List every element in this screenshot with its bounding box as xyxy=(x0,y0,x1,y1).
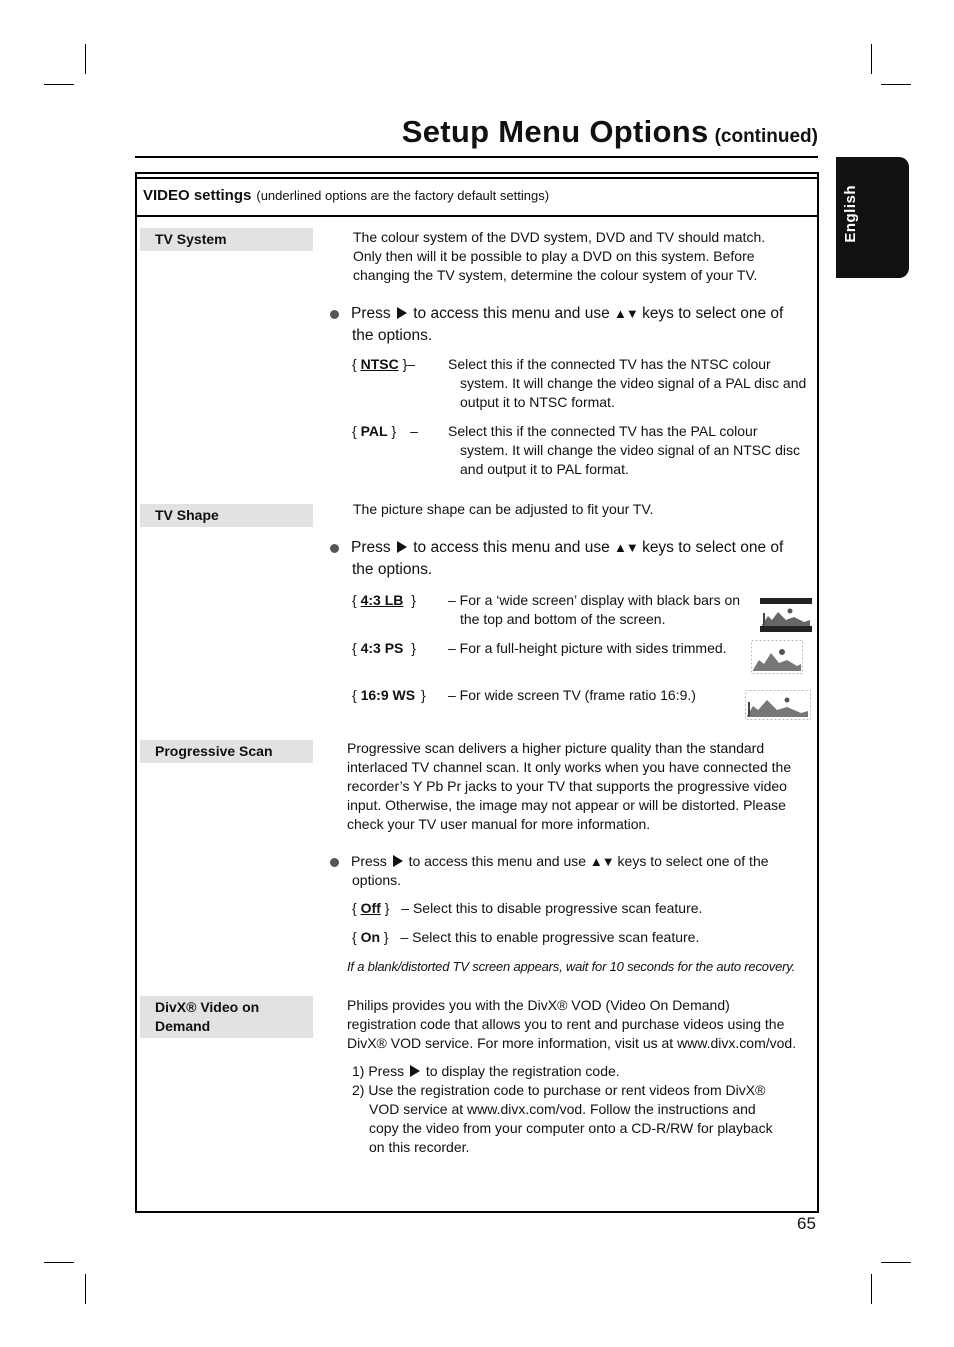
option-43lb xyxy=(352,591,416,610)
bullet-icon xyxy=(330,310,339,319)
bracket: } xyxy=(411,592,416,608)
crop-mark xyxy=(85,1274,86,1304)
instruction-text: to access this menu and use xyxy=(413,305,610,322)
bracket: } xyxy=(384,900,390,916)
instruction-text: to access this menu and use xyxy=(413,539,610,556)
dash: – xyxy=(410,423,418,439)
desc-line: and output it to PAL format. xyxy=(460,461,629,477)
up-down-arrows-icon: ▲▼ xyxy=(614,306,638,321)
section-header-label xyxy=(143,187,549,204)
desc-line: interlaced TV channel scan. It only works when you have connected the xyxy=(347,759,792,775)
option-key: 16:9 WS xyxy=(360,687,416,703)
page-title-main: Setup Menu Options xyxy=(401,114,709,149)
bracket: } xyxy=(391,423,397,439)
crop-mark xyxy=(44,1262,74,1263)
section-header xyxy=(137,177,818,217)
crop-mark xyxy=(871,1274,872,1304)
bracket: } xyxy=(420,687,426,703)
crop-mark xyxy=(871,44,872,74)
desc-line: – For wide screen TV (frame ratio 16:9.) xyxy=(448,687,696,703)
bracket: } xyxy=(383,929,389,945)
option-key: NTSC xyxy=(360,356,399,372)
press-word: Press xyxy=(351,305,391,322)
widescreen-thumbnail-icon xyxy=(745,690,811,720)
option-43lb-desc xyxy=(448,591,740,629)
progressive-instruction xyxy=(351,852,769,890)
desc-line: Progressive scan delivers a higher picture quality than the standard xyxy=(347,740,765,756)
desc-line: Select this if the connected TV has the NTSC colour xyxy=(448,356,771,372)
option-key: 4:3 LB xyxy=(360,592,404,608)
tv-system-instruction xyxy=(351,303,783,347)
dash: – xyxy=(407,356,416,372)
step-line: on this recorder. xyxy=(369,1139,470,1155)
desc-line: Select this if the connected TV has the PAL colour xyxy=(448,423,758,439)
option-desc: – Select this to enable progressive scan feature. xyxy=(400,929,700,945)
desc-line: – For a full-height picture with sides trimmed. xyxy=(448,640,727,656)
desc-line: Philips provides you with the DivX® VOD (Video On Demand) xyxy=(347,997,730,1013)
press-word: Press xyxy=(351,539,391,556)
step-line: copy the video from your computer onto a CD-R/RW for playback xyxy=(369,1120,773,1136)
option-ntsc xyxy=(352,355,415,374)
instruction-text: keys to select one of the xyxy=(617,853,769,869)
divx-vod-label xyxy=(140,996,313,1038)
step-text: 1) Press xyxy=(352,1063,405,1079)
option-key: On xyxy=(360,929,381,945)
bracket: } xyxy=(411,640,416,656)
option-off xyxy=(352,899,702,918)
option-43ps-desc xyxy=(448,639,727,658)
desc-line: DivX® VOD service. For more information, visit us at www.divx.com/vod. xyxy=(347,1035,797,1051)
divx-desc xyxy=(347,996,796,1053)
option-key: PAL xyxy=(360,423,388,439)
option-on xyxy=(352,928,699,947)
pan-scan-thumbnail-icon xyxy=(751,640,803,674)
bracket: { xyxy=(352,423,357,439)
tv-system-label: TV System xyxy=(140,228,313,251)
up-down-arrows-icon: ▲▼ xyxy=(614,540,638,555)
bracket: { xyxy=(352,929,357,945)
header-title: VIDEO settings xyxy=(143,187,252,204)
up-down-arrows-icon: ▲▼ xyxy=(589,854,614,869)
bracket: { xyxy=(352,687,357,703)
progressive-desc xyxy=(347,739,791,834)
label-line: Demand xyxy=(155,1018,211,1034)
crop-mark xyxy=(85,44,86,74)
desc-line: input. Otherwise, the image may not appear or will be distorted. Please xyxy=(347,797,786,813)
desc-line: registration code that allows you to rent and purchase videos using the xyxy=(347,1016,785,1032)
desc-line: check your TV user manual for more information. xyxy=(347,816,651,832)
right-arrow-icon xyxy=(410,1065,420,1077)
desc-line: Only then will it be possible to play a DVD on this system. Before xyxy=(353,248,755,264)
step-2: 2) Use the registration code to purchase or rent videos from DivX® xyxy=(352,1082,766,1098)
instruction-text: keys to select one of xyxy=(642,305,784,322)
recovery-note: If a blank/distorted TV screen appears, wait for 10 seconds for the auto recovery. xyxy=(347,959,795,974)
bullet-icon xyxy=(330,544,339,553)
option-169ws xyxy=(352,686,426,705)
page-title-suffix: (continued) xyxy=(714,126,818,147)
bracket: } xyxy=(402,356,408,372)
instruction-text: keys to select one of xyxy=(642,539,784,556)
desc-line: the top and bottom of the screen. xyxy=(460,611,666,627)
desc-line: system. It will change the video signal of an NTSC disc xyxy=(460,442,801,458)
option-desc: – Select this to disable progressive scan feature. xyxy=(401,900,703,916)
bullet-icon xyxy=(330,858,339,867)
letterbox-thumbnail-icon xyxy=(760,598,812,632)
option-key: 4:3 PS xyxy=(360,640,404,656)
tv-shape-instruction xyxy=(351,537,783,581)
right-arrow-icon xyxy=(397,541,407,553)
option-pal xyxy=(352,422,418,441)
bracket: { xyxy=(352,900,357,916)
option-key: Off xyxy=(360,900,381,916)
right-arrow-icon xyxy=(393,855,403,867)
tv-shape-label: TV Shape xyxy=(140,504,313,527)
bracket: { xyxy=(352,592,357,608)
header-note: (underlined options are the factory default settings) xyxy=(256,188,550,203)
option-169ws-desc xyxy=(448,686,696,705)
instruction-text: the options. xyxy=(352,327,433,344)
tv-shape-desc: The picture shape can be adjusted to fit your TV. xyxy=(353,501,654,517)
step-line: VOD service at www.divx.com/vod. Follow the instructions and xyxy=(369,1101,756,1117)
instruction-text: the options. xyxy=(352,561,433,578)
page-number: 65 xyxy=(797,1214,816,1233)
bracket: { xyxy=(352,356,357,372)
crop-mark xyxy=(881,84,911,85)
step-text: to display the registration code. xyxy=(425,1063,620,1079)
desc-line: The colour system of the DVD system, DVD and TV should match. xyxy=(353,229,766,245)
press-word: Press xyxy=(351,853,387,869)
right-arrow-icon xyxy=(397,307,407,319)
desc-line: changing the TV system, determine the colour system of your TV. xyxy=(353,267,758,283)
desc-line: output it to NTSC format. xyxy=(460,394,615,410)
desc-line: recorder’s Y Pb Pr jacks to your TV that supports the progressive video xyxy=(347,778,787,794)
option-pal-desc xyxy=(448,422,800,479)
instruction-text: to access this menu and use xyxy=(408,853,587,869)
language-tab xyxy=(836,157,909,278)
crop-mark xyxy=(44,84,74,85)
tv-system-desc xyxy=(353,228,765,285)
progressive-scan-label: Progressive Scan xyxy=(140,740,313,763)
option-43ps xyxy=(352,639,416,658)
option-ntsc-desc xyxy=(448,355,806,412)
label-line: DivX® Video on xyxy=(155,999,260,1015)
desc-line: – For a ‘wide screen’ display with black bars on xyxy=(448,592,741,608)
crop-mark xyxy=(881,1262,911,1263)
language-tab-label: English xyxy=(842,185,859,243)
instruction-text: options. xyxy=(352,872,402,888)
divx-steps xyxy=(352,1062,773,1157)
title-rule xyxy=(135,156,818,158)
step-1 xyxy=(352,1062,773,1081)
bracket: { xyxy=(352,640,357,656)
page-title xyxy=(402,114,818,150)
desc-line: system. It will change the video signal of a PAL disc and xyxy=(460,375,807,391)
